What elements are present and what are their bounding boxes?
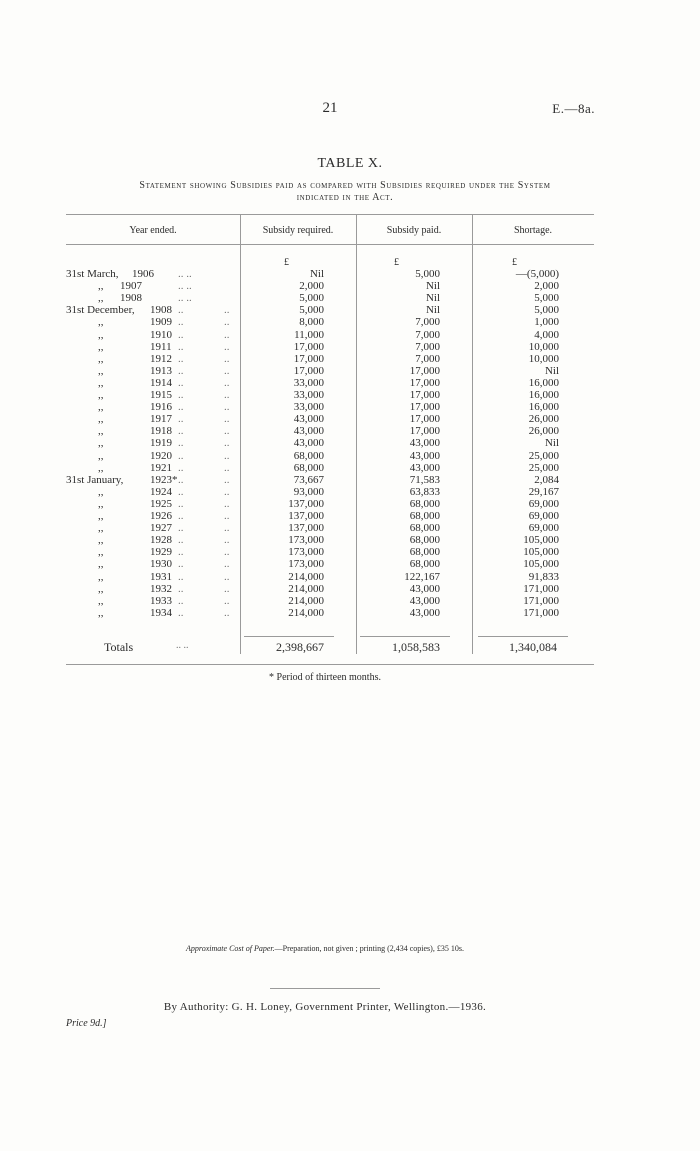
year-prefix: ,, <box>98 534 104 547</box>
row-dots: .. <box>224 485 230 498</box>
required-value: 2,000 <box>299 280 324 293</box>
required-value: 68,000 <box>293 449 324 462</box>
year-separator: .. <box>178 364 184 377</box>
table-row <box>0 558 700 571</box>
row-dots: .. <box>224 546 230 559</box>
year-prefix: ,, <box>98 292 104 305</box>
row-dots: .. <box>224 352 230 365</box>
required-value: 173,000 <box>288 558 324 571</box>
row-dots: .. <box>224 364 230 377</box>
year-value: 1931 <box>150 570 172 583</box>
row-dots: .. <box>224 425 230 438</box>
row-dots: .. <box>224 389 230 401</box>
paid-value: 17,000 <box>409 401 440 414</box>
row-dots: .. <box>224 461 230 474</box>
year-prefix: ,, <box>98 522 104 535</box>
required-value: 5,000 <box>299 292 324 305</box>
table-row <box>0 280 700 293</box>
year-prefix: ,, <box>98 280 104 293</box>
year-separator: .. <box>178 449 184 462</box>
table-row <box>0 583 700 596</box>
year-value: 1907 <box>120 280 142 293</box>
row-dots: .. <box>224 570 230 583</box>
shortage-value: 171,000 <box>523 594 559 607</box>
shortage-value: 2,084 <box>534 473 559 486</box>
required-value: 214,000 <box>288 606 324 619</box>
table-row <box>0 365 700 378</box>
shortage-value: 29,167 <box>528 485 559 498</box>
row-dots: .. <box>224 534 230 547</box>
divider-rule <box>270 988 380 989</box>
required-value: 137,000 <box>288 522 324 535</box>
required-value: 43,000 <box>293 437 324 450</box>
table-title: TABLE X. <box>317 156 383 171</box>
required-value: 214,000 <box>288 594 324 607</box>
year-value: 1932 <box>150 582 172 595</box>
currency-symbol: £ <box>512 257 517 268</box>
year-value: 1919 <box>150 437 172 450</box>
paid-value: Nil <box>425 304 440 317</box>
year-value: 1910 <box>150 328 172 341</box>
required-value: 11,000 <box>294 328 324 341</box>
row-dots: .. <box>224 340 230 353</box>
row-dots: .. <box>224 401 230 414</box>
row-dots: .. <box>224 376 230 389</box>
table-row <box>0 498 700 511</box>
page-number: 21 <box>322 100 338 116</box>
required-value: 43,000 <box>293 413 324 426</box>
year-prefix: ,, <box>98 413 104 426</box>
row-dots: .. .. <box>178 280 192 293</box>
year-value: 1906 <box>132 268 154 280</box>
row-dots: .. <box>224 304 230 317</box>
required-value: 33,000 <box>293 389 324 401</box>
year-separator: .. <box>178 594 184 607</box>
year-separator: .. <box>178 546 184 559</box>
year-prefix: ,, <box>98 401 104 414</box>
paid-value: Nil <box>425 292 440 305</box>
year-separator: .. <box>178 352 184 365</box>
year-value: 1912 <box>150 352 172 365</box>
year-value: 1929 <box>150 546 172 559</box>
year-prefix: ,, <box>98 352 104 365</box>
paid-value: 7,000 <box>415 328 440 341</box>
totals-paid: 1,058,583 <box>392 640 440 654</box>
year-separator: .. <box>178 304 184 317</box>
total-rule <box>478 636 568 637</box>
year-value: 1915 <box>150 389 172 401</box>
shortage-value: 2,000 <box>534 280 559 293</box>
required-value: 8,000 <box>299 316 324 329</box>
paid-value: 43,000 <box>409 594 440 607</box>
year-value: 1920 <box>150 449 172 462</box>
shortage-value: 10,000 <box>528 340 559 353</box>
shortage-value: 16,000 <box>528 401 559 414</box>
year-prefix: ,, <box>98 582 104 595</box>
table-row <box>0 474 700 487</box>
cost-label: Approximate Cost of Paper. <box>186 944 275 953</box>
shortage-value: 69,000 <box>528 522 559 535</box>
row-dots: .. <box>224 606 230 619</box>
year-prefix: ,, <box>98 328 104 341</box>
shortage-value: 105,000 <box>523 534 559 547</box>
subtitle-line-1: Statement showing Subsidies paid as compared with Subsidies required under the System <box>139 180 551 191</box>
subtitle-line-2: indicated in the Act. <box>296 192 394 203</box>
required-value: 43,000 <box>293 425 324 438</box>
required-value: 173,000 <box>288 546 324 559</box>
row-dots: .. <box>224 328 230 341</box>
row-dots: .. .. <box>178 268 192 280</box>
year-separator: .. <box>178 558 184 571</box>
year-value: 1908 <box>120 292 142 305</box>
year-separator: .. <box>178 328 184 341</box>
year-prefix: ,, <box>98 376 104 389</box>
table-row <box>0 401 700 414</box>
table-row <box>0 510 700 523</box>
table-row <box>0 304 700 317</box>
table-row <box>0 607 700 620</box>
paid-value: 7,000 <box>415 352 440 365</box>
row-dots: .. <box>224 449 230 462</box>
totals-label: Totals <box>104 640 134 654</box>
year-value: 1921 <box>150 461 172 474</box>
totals-dots: .. .. <box>176 640 189 651</box>
shortage-value: 25,000 <box>528 449 559 462</box>
row-dots: .. <box>224 558 230 571</box>
shortage-value: 10,000 <box>528 352 559 365</box>
paid-value: 68,000 <box>409 546 440 559</box>
paid-value: 68,000 <box>409 534 440 547</box>
year-value: 1918 <box>150 425 172 438</box>
shortage-value: 105,000 <box>523 558 559 571</box>
year-prefix: 31st January, <box>66 473 124 486</box>
table-row <box>0 316 700 329</box>
paid-value: 71,583 <box>409 473 440 486</box>
table-row <box>0 571 700 584</box>
shortage-value: —(5,000) <box>515 268 559 280</box>
cost-of-paper-note <box>0 944 650 953</box>
required-value: 214,000 <box>288 570 324 583</box>
required-value: 73,667 <box>293 473 324 486</box>
year-separator: .. <box>178 401 184 414</box>
year-value: 1909 <box>150 316 172 329</box>
year-value: 1927 <box>150 522 172 535</box>
year-prefix: ,, <box>98 558 104 571</box>
printer-authority: By Authority: G. H. Loney, Government Printer, Wellington.—1936. <box>163 1001 487 1013</box>
year-prefix: ,, <box>98 570 104 583</box>
paid-value: 43,000 <box>409 461 440 474</box>
year-value: 1924 <box>150 485 172 498</box>
table-row <box>0 377 700 390</box>
required-value: 93,000 <box>293 485 324 498</box>
year-separator: .. <box>178 473 184 486</box>
table-row <box>0 329 700 342</box>
table-top-rule <box>66 214 594 215</box>
paid-value: 43,000 <box>409 449 440 462</box>
year-separator: .. <box>178 522 184 535</box>
table-row <box>0 486 700 499</box>
paid-value: 43,000 <box>409 606 440 619</box>
table-row <box>0 437 700 450</box>
row-dots: .. <box>224 582 230 595</box>
year-value: 1928 <box>150 534 172 547</box>
shortage-value: Nil <box>544 437 559 450</box>
table-row <box>0 353 700 366</box>
row-dots: .. <box>224 473 230 486</box>
year-separator: .. <box>178 461 184 474</box>
year-separator: .. <box>178 497 184 510</box>
year-prefix: ,, <box>98 546 104 559</box>
row-dots: .. <box>224 497 230 510</box>
required-value: 214,000 <box>288 582 324 595</box>
currency-symbol: £ <box>394 257 399 268</box>
table-row <box>0 522 700 535</box>
shortage-value: 105,000 <box>523 546 559 559</box>
table-row <box>0 413 700 426</box>
paid-value: 7,000 <box>415 340 440 353</box>
paid-value: 68,000 <box>409 558 440 571</box>
paid-value: 17,000 <box>409 364 440 377</box>
header-shortage: Shortage. <box>513 225 553 236</box>
year-value: 1926 <box>150 510 172 522</box>
table-subtitle <box>60 180 630 204</box>
table-row <box>0 389 700 402</box>
year-value: 1934 <box>150 606 172 619</box>
year-value: 1911 <box>150 340 172 353</box>
year-prefix: ,, <box>98 461 104 474</box>
year-value: 1913 <box>150 364 172 377</box>
header-year: Year ended. <box>129 225 177 236</box>
document-reference: E.—8a. <box>552 101 595 116</box>
year-prefix: 31st March, <box>66 268 119 280</box>
year-prefix: ,, <box>98 449 104 462</box>
table-row <box>0 595 700 608</box>
year-prefix: ,, <box>98 485 104 498</box>
required-value: 68,000 <box>293 461 324 474</box>
required-value: 17,000 <box>293 364 324 377</box>
total-rule <box>360 636 450 637</box>
year-prefix: ,, <box>98 510 104 522</box>
year-prefix: ,, <box>98 364 104 377</box>
year-separator: .. <box>178 570 184 583</box>
required-value: 17,000 <box>293 352 324 365</box>
row-dots: .. <box>224 522 230 535</box>
paid-value: 68,000 <box>409 497 440 510</box>
row-dots: .. <box>224 316 230 329</box>
totals-required: 2,398,667 <box>276 640 324 654</box>
price-note: Price 9d.] <box>66 1018 107 1029</box>
year-prefix: ,, <box>98 594 104 607</box>
required-value: 137,000 <box>288 497 324 510</box>
shortage-value: 16,000 <box>528 376 559 389</box>
year-value: 1917 <box>150 413 172 426</box>
table-row <box>0 450 700 463</box>
year-prefix: ,, <box>98 437 104 450</box>
year-separator: .. <box>178 485 184 498</box>
year-prefix: ,, <box>98 340 104 353</box>
row-dots: .. <box>224 437 230 450</box>
paid-value: 17,000 <box>409 389 440 401</box>
table-bottom-rule <box>66 664 594 665</box>
table-row <box>0 425 700 438</box>
year-value: 1914 <box>150 376 172 389</box>
table-row <box>0 546 700 559</box>
paid-value: 68,000 <box>409 522 440 535</box>
currency-symbol: £ <box>284 257 289 268</box>
year-separator: .. <box>178 340 184 353</box>
paid-value: 17,000 <box>409 425 440 438</box>
shortage-value: 91,833 <box>528 570 559 583</box>
shortage-value: 26,000 <box>528 413 559 426</box>
shortage-value: 25,000 <box>528 461 559 474</box>
shortage-value: 4,000 <box>534 328 559 341</box>
year-value: 1930 <box>150 558 172 571</box>
shortage-value: 5,000 <box>534 304 559 317</box>
shortage-value: 171,000 <box>523 606 559 619</box>
totals-shortage: 1,340,084 <box>509 640 557 654</box>
year-separator: .. <box>178 425 184 438</box>
table-row <box>0 292 700 305</box>
row-dots: .. <box>224 510 230 522</box>
paid-value: 7,000 <box>415 316 440 329</box>
shortage-value: 5,000 <box>534 292 559 305</box>
shortage-value: 1,000 <box>534 316 559 329</box>
year-separator: .. <box>178 389 184 401</box>
footnote: * Period of thirteen months. <box>269 672 381 683</box>
shortage-value: 16,000 <box>528 389 559 401</box>
year-value: 1933 <box>150 594 172 607</box>
year-separator: .. <box>178 534 184 547</box>
required-value: 33,000 <box>293 376 324 389</box>
year-value: 1908 <box>150 304 172 317</box>
year-value: 1923* <box>150 473 178 486</box>
row-dots: .. .. <box>178 292 192 305</box>
year-value: 1916 <box>150 401 172 414</box>
required-value: 17,000 <box>293 340 324 353</box>
paid-value: 43,000 <box>409 437 440 450</box>
year-prefix: 31st December, <box>66 304 135 317</box>
paid-value: 68,000 <box>409 510 440 522</box>
year-prefix: ,, <box>98 316 104 329</box>
year-separator: .. <box>178 606 184 619</box>
year-prefix: ,, <box>98 389 104 401</box>
total-rule <box>244 636 334 637</box>
paid-value: Nil <box>425 280 440 293</box>
paid-value: 5,000 <box>415 268 440 280</box>
shortage-value: 69,000 <box>528 510 559 522</box>
year-separator: .. <box>178 376 184 389</box>
required-value: 5,000 <box>299 304 324 317</box>
table-row <box>0 268 700 281</box>
row-dots: .. <box>224 413 230 426</box>
required-value: 173,000 <box>288 534 324 547</box>
shortage-value: 69,000 <box>528 497 559 510</box>
paid-value: 122,167 <box>404 570 440 583</box>
required-value: Nil <box>309 268 324 280</box>
shortage-value: Nil <box>544 364 559 377</box>
year-separator: .. <box>178 582 184 595</box>
year-value: 1925 <box>150 497 172 510</box>
required-value: 33,000 <box>293 401 324 414</box>
year-prefix: ,, <box>98 497 104 510</box>
year-separator: .. <box>178 510 184 522</box>
year-prefix: ,, <box>98 425 104 438</box>
paid-value: 43,000 <box>409 582 440 595</box>
required-value: 137,000 <box>288 510 324 522</box>
paid-value: 17,000 <box>409 376 440 389</box>
shortage-value: 171,000 <box>523 582 559 595</box>
header-paid: Subsidy paid. <box>386 225 442 236</box>
paid-value: 63,833 <box>409 485 440 498</box>
shortage-value: 26,000 <box>528 425 559 438</box>
year-separator: .. <box>178 413 184 426</box>
year-separator: .. <box>178 437 184 450</box>
header-required: Subsidy required. <box>262 225 334 236</box>
row-dots: .. <box>224 594 230 607</box>
year-prefix: ,, <box>98 606 104 619</box>
header-bottom-rule <box>66 244 594 245</box>
paid-value: 17,000 <box>409 413 440 426</box>
cost-text: —Preparation, not given ; printing (2,434 copies), £35 10s. <box>274 944 464 953</box>
table-row <box>0 534 700 547</box>
table-row <box>0 462 700 475</box>
year-separator: .. <box>178 316 184 329</box>
table-row <box>0 341 700 354</box>
